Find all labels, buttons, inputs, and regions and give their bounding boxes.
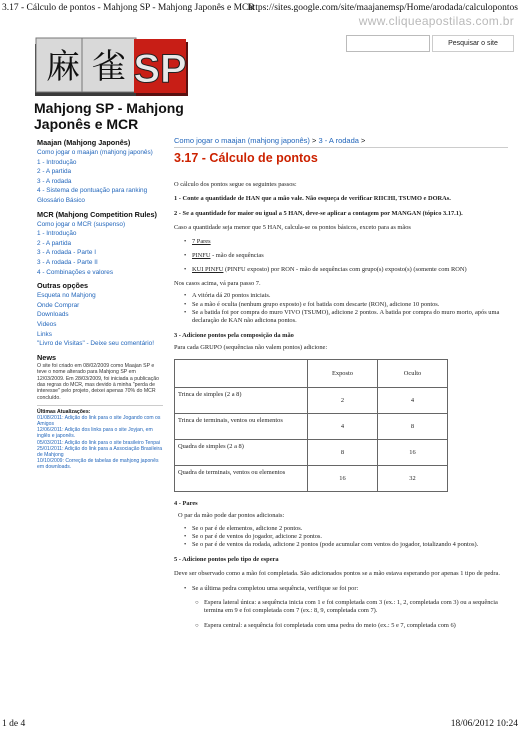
sidebar-item-mcr-combinacoes[interactable]: 4 - Combinações e valores	[37, 268, 114, 276]
list-item: • Se o par é de elementos, adicione 2 pontos.	[174, 525, 508, 533]
list-item: • KUI PINFU (PINFU exposto) por RON - mão de sequências com grupo(s) exposto(s) (somente com RON)	[174, 266, 508, 274]
table-cell: 4	[378, 387, 448, 413]
updates-heading: Últimas Atualizações:	[37, 409, 91, 416]
table-cell: Trinca de simples (2 a 8)	[175, 387, 308, 413]
exception-term[interactable]: PINFU	[192, 252, 211, 260]
sidebar-heading-mcr: MCR (Mahjong Competition Rules)	[37, 209, 157, 219]
table-row	[175, 387, 448, 413]
update-item[interactable]: 25/01/2011: Adição do link para a Associação Brasileira de Mahjong	[37, 445, 163, 458]
table-cell: 4	[308, 413, 378, 439]
step-4-text: O par da mão pode dar pontos adicionais:	[178, 512, 285, 520]
step-2: 2 - Se a quantidade for maior ou igual a 5 HAN, deve-se aplicar a contagem por MANGAN (tópico 3.17.1).	[174, 209, 463, 217]
step-1: 1 - Conte a quantidade de HAN que a mão vale. Não esqueça de verificar RIICHI, TSUMO e DORAs.	[174, 195, 451, 203]
table-header-cell	[175, 359, 308, 387]
search-button[interactable]: Pesquisar o site	[432, 35, 514, 52]
exceptions-list	[174, 238, 508, 275]
step-4: 4 - Pares	[174, 499, 198, 507]
sidebar-item-mcr-rodada-2[interactable]: 3 - A rodada - Parte II	[37, 258, 98, 266]
step-5-text: Deve ser observado como a mão foi completada. São adicionados pontos se a mão estava esperando por apenas 1 tipo de pedra.	[174, 570, 500, 578]
site-logo[interactable]	[34, 36, 190, 98]
list-item: ○ Espera lateral única: a sequência inicia com 1 e foi completada com 3 (ex.: 1, 2, completada com 3) ou a sequência termina em 9 e foi completada com 7 (ex.: 8, 9, completada com 7).	[186, 599, 508, 616]
intro-text: O cálculo dos pontos segue os seguintes passos:	[174, 181, 297, 188]
list-item: • Se o par é de ventos da rodada, adicione 2 pontos (pode acumular com ventos do jogador, totalizando 4 pontos).	[174, 541, 508, 549]
sidebar-item-livro-visitas[interactable]: "Livro de Visitas" - Deixe seu comentário!	[37, 340, 155, 348]
table-header-cell: Exposto	[308, 359, 378, 387]
table-cell: 16	[378, 439, 448, 465]
table-header-row	[175, 359, 448, 387]
list-item: • Se a batida foi por compra do muro VIVO (TSUMO), adicione 2 pontos. A batida por compra do muro morto, após uma declaração de KAN não adiciona pontos.	[174, 309, 508, 326]
cases-intro: Nos casos acima, vá para passo 7.	[174, 279, 261, 287]
pairs-list	[174, 525, 508, 550]
sidebar-item-glossario[interactable]: Glossário Básico	[37, 196, 85, 204]
news-text: O site foi criado em 08/02/2009 como Maajan SP e teve o nome alterado para Mahjong SP em 12/03/2009. Em 28/03/2009, foi iniciada a publicação das regras do MCR, mas devido à minha "perda de interesse" pelo projeto, deixei apenas 70% do MCR concluído.	[37, 362, 159, 401]
sidebar	[37, 138, 163, 470]
list-item: • Se a mão é oculta (nenhum grupo exposto) e foi batida com descarte (RON), adicione 10 pontos.	[174, 301, 508, 309]
update-item[interactable]: 10/10/2009: Correção de tabelas de mahjong japonês em downloads.	[37, 457, 159, 470]
svg-text:麻: 麻	[46, 47, 80, 87]
sidebar-item-maajan-rodada[interactable]: 3 - A rodada	[37, 177, 72, 185]
table-cell: Trinca de terminais, ventos ou elementos	[175, 413, 308, 439]
update-item[interactable]: 01/08/2011: Adição do link para o site Jogando com os Amigos	[37, 415, 161, 428]
sidebar-item-maajan-ranking[interactable]: 4 - Sistema de pontuação para ranking	[37, 187, 148, 195]
sidebar-item-onde-comprar[interactable]: Onde Comprar	[37, 301, 80, 309]
step-2-text: Caso a quantidade seja menor que 5 HAN, calcula-se os pontos básicos, exceto para as mãos	[174, 224, 411, 232]
breadcrumb-link-rodada[interactable]: 3 - A rodada	[318, 136, 359, 145]
list-item: • PINFU - mão de sequências	[174, 252, 508, 260]
page-title: 3.17 - Cálculo de pontos	[174, 151, 318, 165]
svg-text:SP: SP	[133, 47, 187, 91]
list-item: • Se a última pedra completou uma sequência, verifique se foi por:	[174, 585, 508, 593]
news-heading: News	[37, 352, 57, 362]
update-item[interactable]: 12/06/2011: Adição dos links para o site Joyjan, em inglês e japonês.	[37, 427, 153, 440]
news-divider	[37, 405, 163, 406]
table-cell: 32	[378, 465, 448, 491]
table-cell: Quadra de simples (2 a 8)	[175, 439, 308, 465]
step-3: 3 - Adicione pontos pela composição da mão	[174, 331, 294, 339]
table-cell: 2	[308, 387, 378, 413]
breadcrumb-separator: >	[309, 136, 319, 145]
print-footer	[2, 719, 518, 731]
table-row	[175, 413, 448, 439]
table-row	[175, 465, 448, 491]
exception-term[interactable]: KUI PINFU	[192, 266, 224, 274]
table-header-cell: Oculto	[378, 359, 448, 387]
watermark: www.cliqueapostilas.com.br	[358, 14, 514, 28]
step-5: 5 - Adicione pontos pelo tipo de espera	[174, 555, 279, 563]
sidebar-item-downloads[interactable]: Downloads	[37, 311, 69, 319]
main-content	[174, 136, 508, 630]
print-header-url: https://sites.google.com/site/maajanemsp/Home/arodada/calculopontos	[247, 3, 518, 13]
print-header-title: 3.17 - Cálculo de pontos - Mahjong SP - Mahjong Japonês e MCR	[2, 3, 255, 13]
sidebar-item-maajan-partida[interactable]: 2 - A partida	[37, 168, 72, 176]
print-datetime: 18/06/2012 10:24	[450, 719, 518, 729]
list-item: • A vitória dá 20 pontos iniciais.	[174, 292, 508, 300]
step-3-text: Para cada GRUPO (sequências não valem pontos) adicione:	[174, 344, 328, 352]
update-item[interactable]: 05/03/2011: Adição do link para o site brasileiro Tenpai	[37, 439, 160, 446]
table-cell: 8	[308, 439, 378, 465]
table-row	[175, 439, 448, 465]
page-number: 1 de 4	[2, 719, 26, 729]
sidebar-item-videos[interactable]: Videos	[37, 320, 57, 328]
breadcrumb	[174, 136, 508, 148]
table-cell: Quadra de terminais, ventos ou elementos	[175, 465, 308, 491]
sidebar-heading-outras: Outras opções	[37, 281, 89, 291]
svg-text:雀: 雀	[92, 47, 126, 87]
sidebar-item-como-jogar-maajan[interactable]: Como jogar o maajan (mahjong japonês)	[37, 149, 153, 156]
sidebar-item-mcr-partida[interactable]: 2 - A partida	[37, 239, 72, 247]
wait-types-list	[174, 585, 508, 593]
cases-list	[174, 292, 508, 326]
sidebar-item-links[interactable]: Links	[37, 330, 52, 338]
sidebar-item-maajan-introducao[interactable]: 1 - Introdução	[37, 158, 77, 166]
table-cell: 16	[308, 465, 378, 491]
list-item: ○ Espera central: a sequência foi completada com uma pedra do meio (ex.: 5 e 7, completada com 6)	[186, 622, 508, 630]
breadcrumb-link-maajan[interactable]: Como jogar o maajan (mahjong japonês)	[174, 136, 310, 145]
list-item	[174, 238, 508, 246]
sidebar-item-mcr-introducao[interactable]: 1 - Introdução	[37, 230, 77, 238]
sidebar-item-como-jogar-mcr[interactable]: Como jogar o MCR (suspenso)	[37, 220, 126, 228]
sidebar-heading-maajan: Maajan (Mahjong Japonês)	[37, 138, 131, 147]
sidebar-item-etiqueta[interactable]: Esqueta no Mahjong	[37, 292, 96, 300]
table-cell: 8	[378, 413, 448, 439]
list-item: • Se o par é de ventos do jogador, adicione 2 pontos.	[174, 533, 508, 541]
sidebar-item-mcr-rodada-1[interactable]: 3 - A rodada - Parte I	[37, 249, 96, 257]
breadcrumb-tail: >	[358, 136, 366, 145]
waits-sublist	[174, 599, 508, 630]
search-input[interactable]	[346, 35, 430, 52]
exception-term[interactable]: 7 Pares	[192, 237, 211, 245]
site-title[interactable]: Mahjong SP - Mahjong Japonês e MCR	[34, 100, 184, 132]
points-table	[174, 359, 448, 492]
